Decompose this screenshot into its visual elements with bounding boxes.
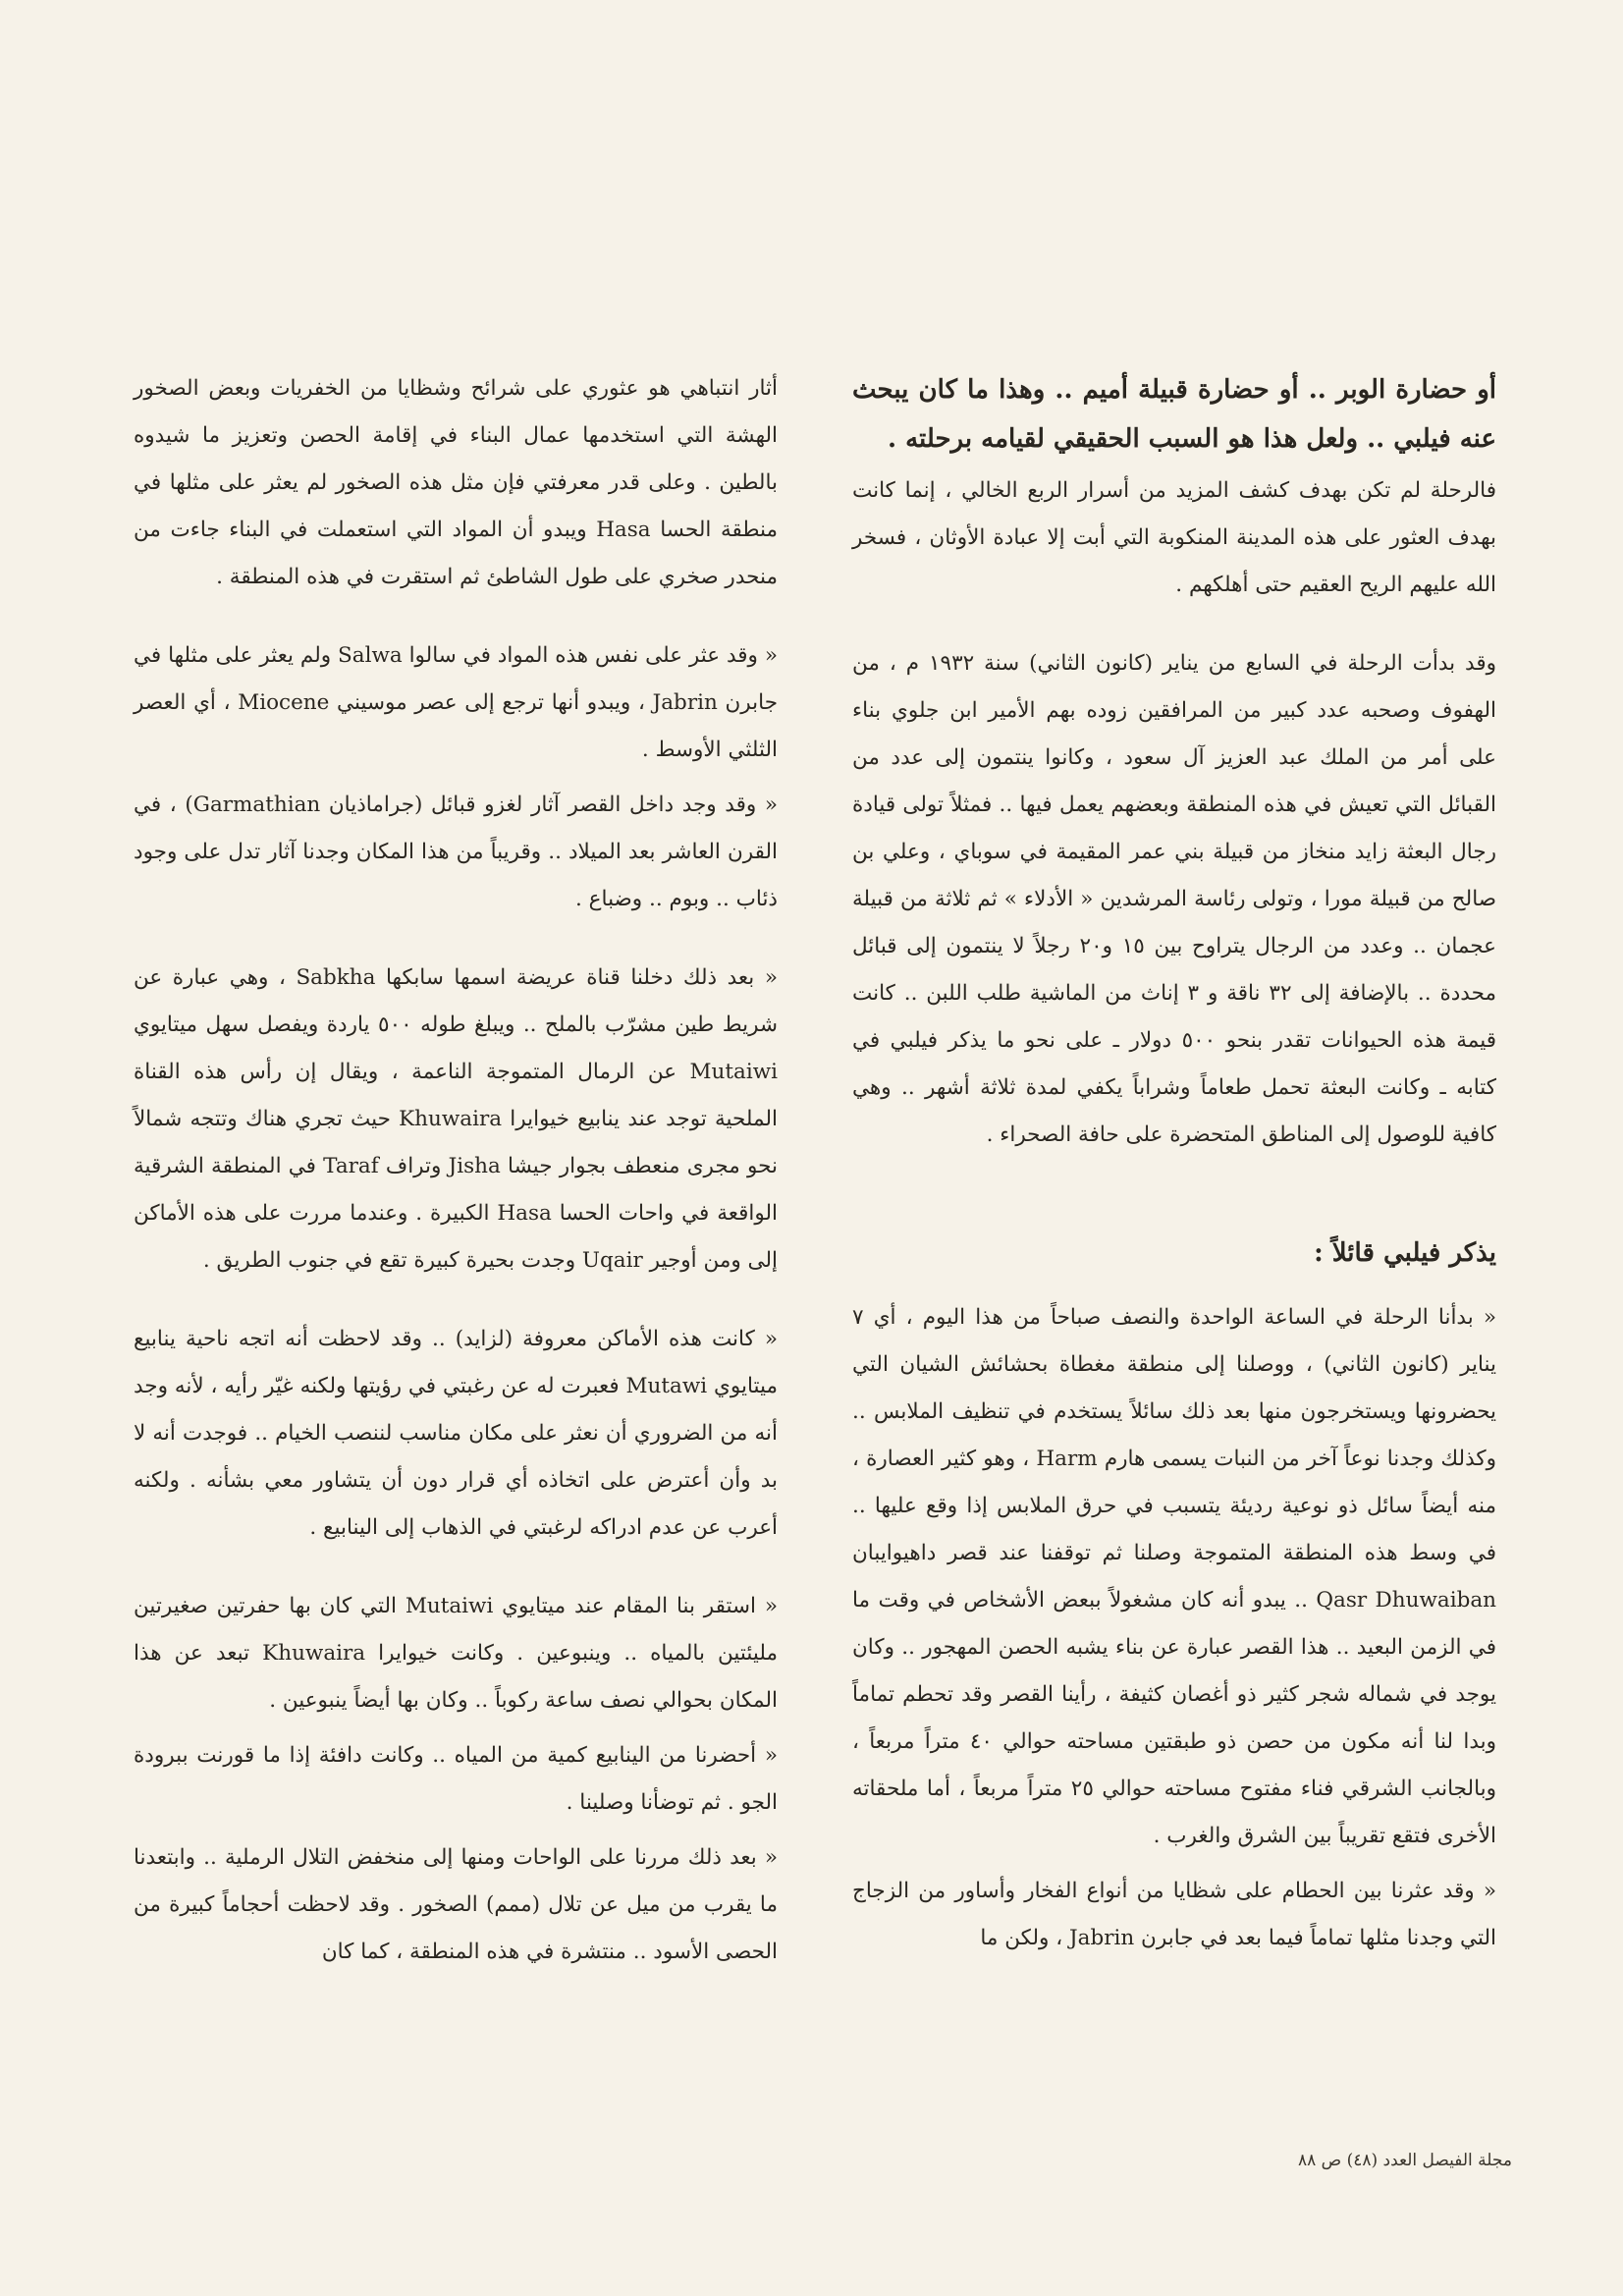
page-footer: مجلة الفيصل العدد (٤٨) ص ٨٨ <box>1297 2151 1512 2170</box>
paragraph: « استقر بنا المقام عند ميتايوي Mutaiwi التي كان بها حفرتين صغيرتين مليئتين بالمياه .. وينبوعين . وكانت خيوايرا Khuwaira تبعد عن هذا المكان بحوالي نصف ساعة ركوباً .. وكان بها أيضاً ينبوعين . <box>134 1594 779 1713</box>
paragraph: « وقد عثرنا بين الحطام على شظايا من أنواع الفخار وأساور من الزجاج التي وجدنا مثلها تماماً فيما بعد في جابرن Jabrin ، ولكن ما <box>852 1879 1496 1950</box>
left-column <box>134 365 778 2007</box>
paragraph: « بعد ذلك دخلنا قناة عريضة اسمها سابكها Sabkha ، وهي عبارة عن شريط طين مشرّب بالملح .. ويبلغ طوله ٥٠٠ ياردة ويفصل سهل ميتايوي Mutaiwi عن الرمال المتموجة الناعمة ، ويقال إن رأس هذه القناة الملحية توجد عند ينابيع خيوايرا Khuwaira حيث تجري هناك وتتجه شمالاً نحو مجرى منعطف بجوار جيشا Jisha وتراف Taraf في المنطقة الشرقية الواقعة في واحات الحسا Hasa الكبيرة . وعندما مررت على هذه الأماكن إلى ومن أوجير Uqair وجدت بحيرة كبيرة تقع في جنوب الطريق . <box>134 965 779 1273</box>
intro-paragraph: أو حضارة الوبر .. أو حضارة قبيلة أميم .. وهذا ما كان يبحث عنه فيلبي .. ولعل هذا هو السبب الحقيقي لقيامه برحلته . <box>852 375 1496 454</box>
paragraph: « وقد عثر على نفس هذه المواد في سالوا Salwa ولم يعثر على مثلها في جابرن Jabrin ، ويبدو أنها ترجع إلى عصر موسيني Miocene ، أي العصر الثلثي الأوسط . <box>134 643 778 762</box>
paragraph: أثار انتباهي هو عثوري على شرائح وشظايا من الخفريات وبعض الصخور الهشة التي استخدمها عمال البناء في إقامة الحصن وتعزيز ما شيدوه بالطين . وعلى قدر معرفتي فإن مثل هذه الصخور لم يعثر على مثلها في منطقة الحسا Hasa ويبدو أن المواد التي استعملت في البناء جاءت من منحدر صخري على طول الشاطئ ثم استقرت في هذه المنطقة . <box>134 376 778 589</box>
paragraph: فالرحلة لم تكن بهدف كشف المزيد من أسرار الربع الخالي ، إنما كانت بهدف العثور على هذه المدينة المنكوبة التي أبت إلا عبادة الأوثان ، فسخر الله عليهم الريح العقيم حتى أهلكهم . <box>852 478 1496 597</box>
paragraph: « وقد وجد داخل القصر آثار لغزو قبائل (جراماذيان Garmathian) ، في القرن العاشر بعد الميلاد .. وقريباً من هذا المكان وجدنا آثار تدل على وجود ذئاب .. وبوم .. وضباع . <box>134 793 779 911</box>
right-column <box>852 365 1496 1994</box>
paragraph: « كانت هذه الأماكن معروفة (لزايد) .. وقد لاحظت أنه اتجه ناحية ينابيع ميتايوي Mutawi فعبرت له عن رغبتي في رؤيتها ولكنه غيّر رأيه ، لأنه وجد أنه من الضروري أن نعثر على مكان مناسب لننصب الخيام .. فوجدت أنه لا بد وأن أعترض على اتخاذه أي قرار دون أن يتشاور معي بشأنه . ولكنه أعرب عن عدم ادراكه لرغبتي في الذهاب إلى الينابيع . <box>134 1327 778 1540</box>
paragraph: « بدأنا الرحلة في الساعة الواحدة والنصف صباحاً من هذا اليوم ، أي ٧ يناير (كانون الثاني) ، ووصلنا إلى منطقة مغطاة بحشائش الشيان التي يحضرونها ويستخرجون منها بعد ذلك سائلاً يستخدم في تنظيف الملابس .. وكذلك وجدنا نوعاً آخر من النبات يسمى هارم Harm ، وهو كثير العصارة ، منه أيضاً سائل ذو نوعية رديئة يتسبب في حرق الملابس إذا وقع عليها .. في وسط هذه المنطقة المتموجة وصلنا ثم توقفنا عند قصر داهيوايبان Qasr Dhuwaiban .. يبدو أنه كان مشغولاً ببعض الأشخاص في وقت ما في الزمن البعيد .. هذا القصر عبارة عن بناء يشبه الحصن المهجور .. وكان يوجد في شماله شجر كثير ذو أغصان كثيفة ، رأينا القصر وقد تحطم تماماً وبدا لنا أنه مكون من حصن ذو طبقتين مساحته حوالي ٤٠ متراً مربعاً ، وبالجانب الشرقي فناء مفتوح مساحته حوالي ٢٥ متراً مربعاً ، أما ملحقاته الأخرى فتقع تقريباً بين الشرق والغرب . <box>852 1305 1497 1848</box>
paragraph: وقد بدأت الرحلة في السابع من يناير (كانون الثاني) سنة ١٩٣٢ م ، من الهفوف وصحبه عدد كبير من المرافقين زوده بهم الأمير ابن جلوي بناء على أمر من الملك عبد العزيز آل سعود ، وكانوا ينتمون إلى عدد من القبائل التي تعيش في هذه المنطقة وبعضهم يعمل فيها .. فمثلاً تولى قيادة رجال البعثة زايد منخاز من قبيلة بني عمر المقيمة في سوباي ، وعلي بن صالح من قبيلة مورا ، وتولى رئاسة المرشدين « الأدلاء » ثم ثلاثة من قبيلة عجمان .. وعدد من الرجال يتراوح بين ١٥ و٢٠ رجلاً لا ينتمون إلى قبائل محددة .. بالإضافة إلى ٣٢ ناقة و ٣ إناث من الماشية طلب اللبن .. كانت قيمة هذه الحيوانات تقدر بنحو ٥٠٠ دولار ـ على نحو ما يذكر فيلبي في كتابه ـ وكانت البعثة تحمل طعاماً وشراباً يكفي لمدة ثلاثة أشهر .. وهي كافية للوصول إلى المناطق المتحضرة على حافة الصحراء . <box>852 651 1497 1147</box>
paragraph: « أحضرنا من الينابيع كمية من المياه .. وكانت دافئة إذا ما قورنت ببرودة الجو . ثم توضأنا وصلينا . <box>134 1743 778 1815</box>
section-heading: يذكر فيلبي قائلاً : <box>1314 1238 1496 1268</box>
paragraph: « بعد ذلك مررنا على الواحات ومنها إلى منخفض التلال الرملية .. وابتعدنا ما يقرب من ميل عن تلال (ممم) الصخور . وقد لاحظت أحجاماً كبيرة من الحصى الأسود .. منتشرة في هذه المنطقة ، كما كان <box>134 1845 778 1964</box>
